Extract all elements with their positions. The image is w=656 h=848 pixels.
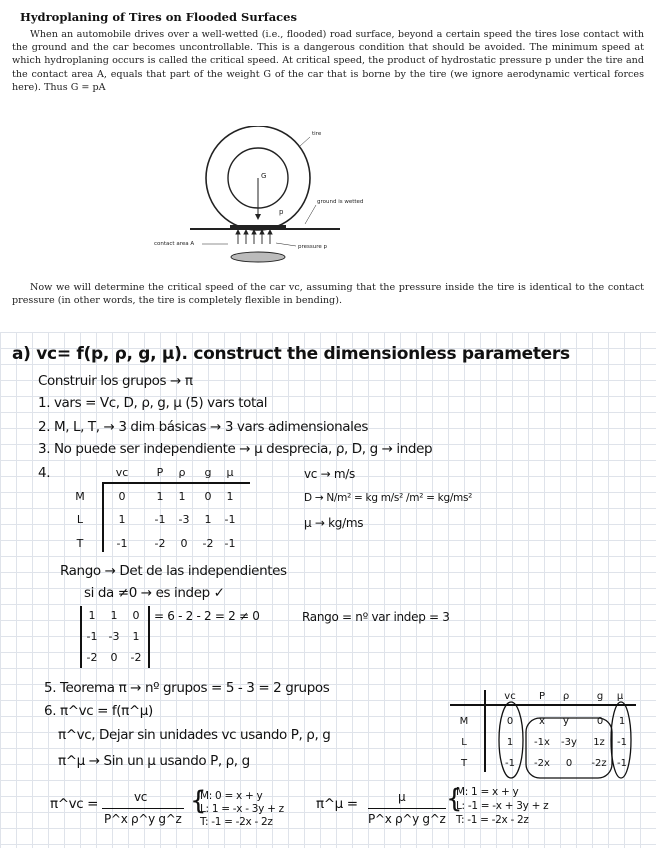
sys2-line: M: 1 = x + y — [456, 786, 519, 798]
matrix-cell: -2 — [154, 537, 166, 550]
notes-line-4: 3. No puede ser independiente → μ desprecia, ρ, D, g → indep — [38, 441, 433, 457]
matrix-cell: 0 — [180, 537, 188, 550]
matrix2-circles — [490, 700, 640, 782]
notes-line-2: 1. vars = Vc, D, ρ, g, μ (5) vars total — [38, 395, 268, 411]
det-cell: 1 — [88, 609, 96, 622]
pi-mu-denominator: P^x ρ^y g^z — [368, 812, 446, 826]
matrix2-row-label: L — [461, 737, 467, 748]
matrix-cell: 1 — [204, 513, 212, 526]
matrix2-cell: -2z — [591, 758, 607, 769]
rango-condition: si da ≠0 → es indep ✓ — [84, 585, 225, 601]
problem-paragraph-1: When an automobile drives over a well-wetted (i.e., flooded) road surface, beyond a certain speed the tires lose contact with the ground and the car becomes uncontrollable. This is a dangerous condition that should be avoided. The minimum speed at which hydroplaning occurs is called the critical speed. At critical speed, the product of hydrostatic pressure p under the tire and the contact area A, equals that part of the weight G of the car that is borne by the tire (we ignore aerodynamic vertical forces here). Thus G = pA — [12, 29, 644, 93]
pi-vc-fraction-bar — [102, 808, 184, 809]
matrix-cell: 1 — [178, 490, 186, 503]
rango-result: Rango = nº var indep = 3 — [302, 610, 450, 624]
brace-1: { — [190, 786, 207, 816]
units-mu: μ → kg/ms — [304, 516, 364, 530]
matrix2-col: μ — [616, 691, 624, 702]
contact-label: contact area A — [154, 241, 195, 247]
matrix2-row-label: M — [459, 716, 469, 727]
matrix2-cell: 0 — [565, 758, 573, 769]
notes-line-8: π^μ → Sin un μ usando P, ρ, g — [58, 753, 250, 769]
matrix-cell: -3 — [178, 513, 190, 526]
notes-line-1: Construir los grupos → π — [38, 373, 193, 389]
sys1-line: L: 1 = -x - 3y + z — [200, 803, 284, 815]
brace-2: { — [446, 784, 463, 814]
matrix-col-g: g — [204, 466, 212, 479]
det-cell: -2 — [130, 651, 142, 664]
matrix-row-label: T — [76, 537, 84, 550]
matrix2-col: P — [538, 691, 546, 702]
matrix2-col: g — [596, 691, 604, 702]
matrix-row-label: M — [75, 490, 85, 503]
matrix-row-label: L — [76, 513, 84, 526]
matrix2-cell: -2x — [534, 758, 550, 769]
matrix2-cell: -1 — [505, 758, 515, 769]
matrix2-row-label: T — [460, 758, 468, 769]
notes-line-3: 2. M, L, T, → 3 dim básicas → 3 vars adimensionales — [38, 419, 369, 435]
pressure-label: pressure p — [298, 244, 327, 250]
matrix-cell: 1 — [156, 490, 164, 503]
p-label: p — [279, 208, 284, 216]
matrix2-cell: 1 — [618, 716, 626, 727]
pi-mu-lhs: π^μ = — [316, 796, 358, 812]
matrix-cell: -2 — [202, 537, 214, 550]
rango-heading: Rango → Det de las independientes — [60, 563, 287, 579]
notes-line-7: π^vc, Dejar sin unidades vc usando P, ρ, g — [58, 727, 331, 743]
pi-mu-fraction-bar — [368, 808, 446, 809]
matrix-cell: -1 — [116, 537, 128, 550]
matrix-col-mu: μ — [226, 466, 234, 479]
contact-ellipse — [231, 252, 285, 262]
tire-label: tire — [312, 131, 322, 137]
matrix-cell: 0 — [204, 490, 212, 503]
matrix-col-vc: vc — [115, 466, 129, 479]
matrix2-cell: 1z — [593, 737, 605, 748]
det-cell: 1 — [132, 630, 140, 643]
units-vc: vc → m/s — [304, 467, 355, 481]
matrix2-cell: 1 — [506, 737, 514, 748]
matrix2-col: vc — [504, 691, 516, 702]
sys1-line: M: 0 = x + y — [200, 790, 263, 802]
pressure-arrows — [236, 230, 272, 244]
matrix2-cell: -1 — [617, 737, 627, 748]
notes-heading: a) vc= f(p, ρ, g, μ). construct the dimensionless parameters — [12, 344, 570, 364]
det-cell: -2 — [86, 651, 98, 664]
weight-label: G — [261, 172, 267, 180]
det-cell: -3 — [108, 630, 120, 643]
sys2-line: T: -1 = -2x - 2z — [456, 814, 529, 826]
det-cell: 0 — [132, 609, 140, 622]
matrix2-cell: 0 — [506, 716, 514, 727]
pi-vc-denominator: P^x ρ^y g^z — [104, 812, 182, 826]
notes-line-6: 6. π^vc = f(π^μ) — [44, 703, 153, 719]
det-cell: 0 — [110, 651, 118, 664]
matrix2-cell: x — [539, 716, 545, 727]
matrix2-col: ρ — [562, 691, 570, 702]
matrix-cell: 1 — [226, 490, 234, 503]
matrix2-cell: -1 — [617, 758, 627, 769]
det-result: = 6 - 2 - 2 = 2 ≠ 0 — [154, 609, 260, 623]
matrix-hline — [102, 482, 250, 484]
notes-line-5-num: 4. — [38, 465, 51, 481]
matrix2-cell: -3y — [561, 737, 577, 748]
matrix2-cell: -1x — [534, 737, 550, 748]
pi-vc-numerator: vc — [134, 790, 148, 804]
matrix-cell: -1 — [154, 513, 166, 526]
det-cell: -1 — [86, 630, 98, 643]
det-cell: 1 — [110, 609, 118, 622]
matrix-col-rho: ρ — [178, 466, 186, 479]
matrix2-cell: y — [563, 716, 569, 727]
sys1-line: T: -1 = -2x - 2z — [200, 816, 273, 828]
ground-label: ground is wetted — [317, 199, 364, 205]
problem-paragraph-2: Now we will determine the critical speed of the car vc, assuming that the pressure inside the tire is identical to the contact pressure (in other words, the tire is completely flexible in bending). — [12, 282, 644, 307]
matrix-cell: 0 — [118, 490, 126, 503]
matrix-cell: 1 — [118, 513, 126, 526]
units-pressure: D → N/m² = kg m/s² /m² = kg/ms² — [304, 492, 473, 504]
matrix2-cell: 0 — [596, 716, 604, 727]
tire-figure — [140, 126, 400, 271]
notes-line-5: 5. Teorema π → nº grupos = 5 - 3 = 2 grupos — [44, 680, 330, 696]
pi-mu-numerator: μ — [398, 790, 406, 804]
matrix-vline — [102, 482, 104, 552]
matrix-cell: -1 — [224, 513, 236, 526]
problem-title: Hydroplaning of Tires on Flooded Surfaces — [20, 10, 297, 24]
matrix-cell: -1 — [224, 537, 236, 550]
sys2-line: L: -1 = -x + 3y + z — [456, 800, 549, 812]
pi-vc-lhs: π^vc = — [50, 796, 99, 812]
matrix-col-p: P — [156, 466, 164, 479]
